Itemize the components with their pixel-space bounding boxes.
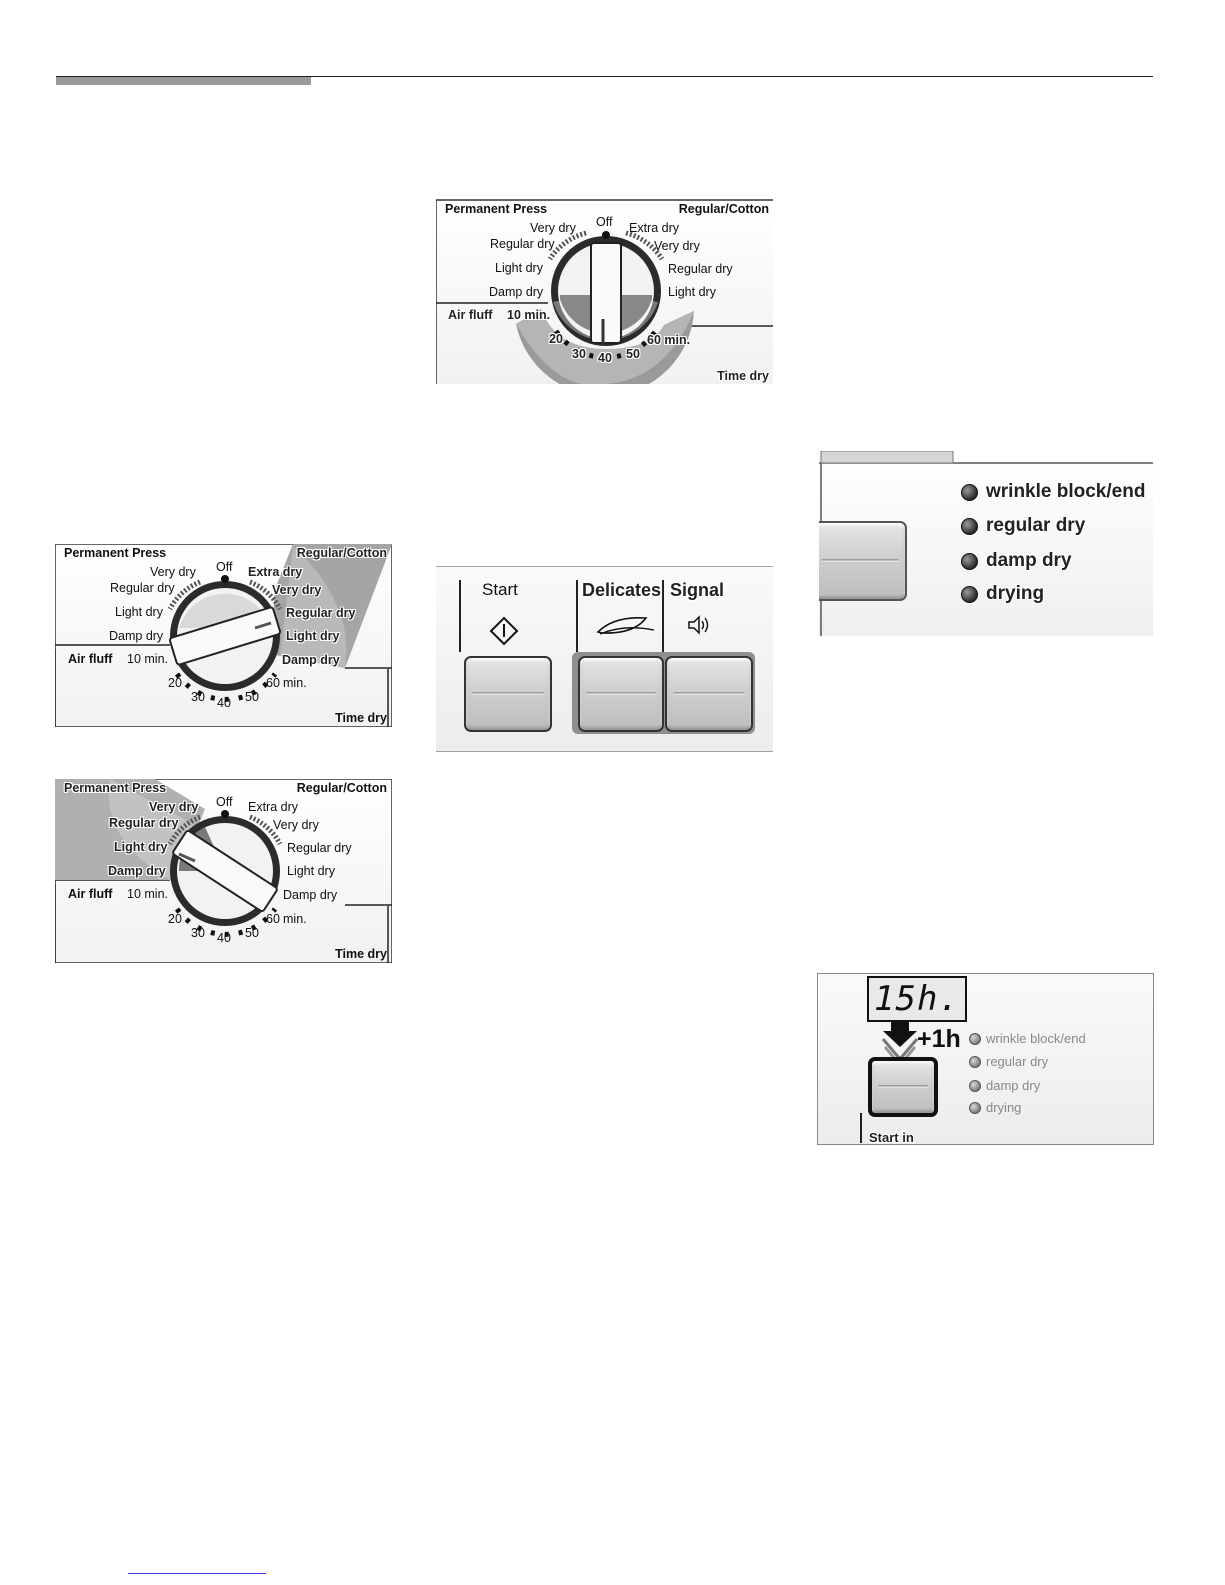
feather-icon	[594, 612, 660, 640]
time-40-label: 40	[598, 351, 612, 365]
small-indicator-drying	[969, 1100, 1021, 1115]
time-50-label: 50	[245, 690, 259, 704]
led-icon	[961, 484, 978, 501]
pp-damp-dry-label: Damp dry	[109, 629, 164, 643]
rc-damp-dry-label: Damp dry	[283, 888, 338, 902]
header-accent-bar	[56, 77, 311, 85]
small-indicator-wrinkle-block	[969, 1031, 1086, 1046]
time-30-label: 30	[191, 926, 205, 940]
air-fluff-label: Air fluff	[68, 652, 113, 666]
off-label: Off	[216, 795, 233, 809]
indicator-wrinkle-block	[961, 481, 1145, 503]
pp-very-dry-label: Very dry	[150, 565, 196, 579]
regular-cotton-label: Regular/Cotton	[296, 781, 387, 795]
rc-very-dry-label: Very dry	[654, 239, 700, 253]
rc-regular-dry-label: Regular dry	[286, 606, 356, 620]
permanent-press-label: Permanent Press	[64, 546, 167, 560]
partial-button[interactable]	[819, 521, 907, 601]
indicator-label: regular dry	[986, 515, 1086, 536]
led-icon	[969, 1056, 981, 1068]
indicator-label: wrinkle block/end	[986, 481, 1146, 502]
delicates-label: Delicates	[582, 580, 662, 600]
dial-panel-3	[55, 779, 392, 963]
indicator-regular-dry	[961, 515, 1085, 537]
time-60-label: 60 min.	[647, 333, 691, 347]
min-label: min.	[283, 912, 307, 926]
regular-cotton-label: Regular/Cotton	[678, 202, 769, 216]
time-20-label: 20	[168, 676, 182, 690]
time-20-label: 20	[549, 332, 563, 346]
dial-panel-1	[436, 199, 773, 384]
dial-panel-2	[55, 544, 392, 727]
pp-regular-dry-label: Regular dry	[490, 237, 555, 251]
button-panel	[436, 566, 773, 752]
time-dry-label: Time dry	[335, 711, 387, 725]
led-icon	[961, 518, 978, 535]
time-60-label: 60	[266, 912, 280, 926]
pp-light-dry-label: Light dry	[114, 840, 168, 854]
ten-min-label: 10 min.	[127, 887, 168, 901]
regular-cotton-label: Regular/Cotton	[296, 546, 387, 560]
time-60-label: 60	[266, 676, 280, 690]
rc-extra-dry-label: Extra dry	[248, 565, 303, 579]
delay-display-value: 15h.	[874, 979, 960, 1019]
led-icon	[969, 1033, 981, 1045]
rc-extra-dry-label: Extra dry	[248, 800, 299, 814]
pp-regular-dry-label: Regular dry	[109, 816, 179, 830]
time-30-label: 30	[572, 347, 586, 361]
time-50-label: 50	[245, 926, 259, 940]
rc-light-dry-label: Light dry	[286, 629, 340, 643]
permanent-press-label: Permanent Press	[445, 202, 548, 216]
pp-regular-dry-label: Regular dry	[110, 581, 175, 595]
rc-light-dry-label: Light dry	[668, 285, 716, 299]
led-icon	[969, 1102, 981, 1114]
air-fluff-label: Air fluff	[448, 308, 493, 322]
delay-display	[867, 976, 967, 1022]
indicator-label: regular dry	[986, 1054, 1049, 1069]
time-30-label: 30	[191, 690, 205, 704]
pp-light-dry-label: Light dry	[495, 261, 543, 275]
time-dry-label: Time dry	[335, 947, 387, 961]
signal-label: Signal	[670, 580, 725, 600]
indicator-label: drying	[986, 583, 1045, 604]
pp-damp-dry-label: Damp dry	[108, 864, 166, 878]
min-label: min.	[283, 676, 307, 690]
speaker-icon	[686, 613, 712, 637]
indicator-label: damp dry	[986, 550, 1072, 571]
pp-damp-dry-label: Damp dry	[489, 285, 544, 299]
start-in-button[interactable]	[868, 1057, 938, 1117]
pp-light-dry-label: Light dry	[115, 605, 163, 619]
indicator-panel	[819, 451, 1153, 636]
rc-very-dry-label: Very dry	[272, 583, 322, 597]
led-icon	[969, 1080, 981, 1092]
permanent-press-label: Permanent Press	[64, 781, 167, 795]
plus-one-hour-label: +1h	[917, 1025, 961, 1053]
rc-regular-dry-label: Regular dry	[287, 841, 352, 855]
time-40-label: 40	[217, 696, 231, 710]
indicator-damp-dry	[961, 550, 1072, 572]
small-indicator-regular-dry	[969, 1054, 1048, 1069]
small-indicator-damp-dry	[969, 1078, 1040, 1093]
pp-very-dry-label: Very dry	[149, 800, 199, 814]
indicator-label: drying	[986, 1100, 1022, 1115]
diamond-start-icon	[489, 616, 519, 646]
time-dry-label: Time dry	[717, 369, 769, 383]
pp-very-dry-label: Very dry	[530, 221, 576, 235]
indicator-label: damp dry	[986, 1078, 1041, 1093]
signal-button[interactable]	[665, 656, 753, 732]
delicates-button[interactable]	[578, 656, 664, 732]
off-label: Off	[216, 560, 233, 574]
footer-link-underline[interactable]	[128, 1573, 266, 1574]
led-icon	[961, 586, 978, 603]
start-in-panel	[817, 973, 1154, 1145]
rc-damp-dry-label: Damp dry	[282, 653, 340, 667]
start-in-label: Start in	[869, 1130, 914, 1145]
air-fluff-label: Air fluff	[68, 887, 113, 901]
time-20-label: 20	[168, 912, 182, 926]
rc-regular-dry-label: Regular dry	[668, 262, 733, 276]
led-icon	[961, 553, 978, 570]
rc-extra-dry-label: Extra dry	[629, 221, 680, 235]
time-40-label: 40	[217, 931, 231, 945]
ten-min-label: 10 min.	[507, 308, 551, 322]
start-button[interactable]	[464, 656, 552, 732]
time-50-label: 50	[626, 347, 640, 361]
rc-very-dry-label: Very dry	[273, 818, 319, 832]
start-label: Start	[482, 580, 518, 599]
off-label: Off	[596, 215, 613, 229]
indicator-drying	[961, 583, 1044, 605]
ten-min-label: 10 min.	[127, 652, 168, 666]
rc-light-dry-label: Light dry	[287, 864, 335, 878]
indicator-label: wrinkle block/end	[986, 1031, 1086, 1046]
